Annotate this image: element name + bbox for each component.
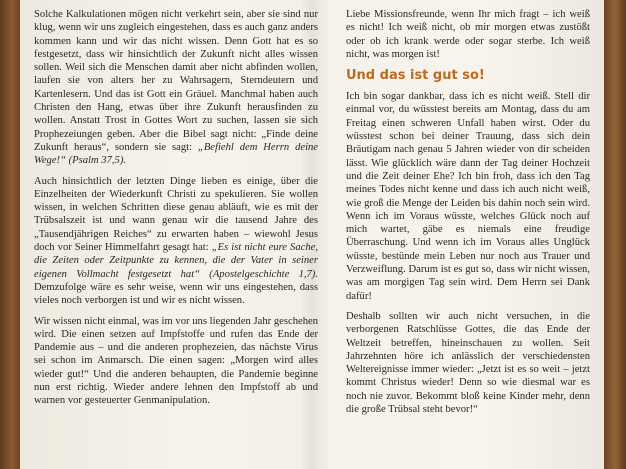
paragraph-dankbar: Ich bin sogar dankbar, dass ich es nicht weiß. Stell dir einmal vor, du wüsstest bereits am Montag, dass du am Freitag einen schweren Unfall haben wirst. Oder du wüsstest schon bei deiner Trauung, dass sich dein Bräutigam nach genau 5 Jahren wieder von dir scheiden lässt. Wie glücklich wäre dann der Tag deiner Hochzeit und die Zeit deiner Ehe? Ich bin froh, dass ich den Tag meines Todes nicht kenne und dass ich auch nicht weiß, wie groß die Menge der Leiden bis dahin noch sein wird. Wenn ich im Voraus wüsste, welches Glück noch auf mich wartet, gäbe es niemals eine freudige Überraschung. Und wenn ich im Voraus alles Unglück wüsste, bestünde mein Leben nur noch aus Trauer und Verzweiflung. Darum ist es gut so, dass wir nicht wissen, was am morgigen Tag sein wird. Dem Herrn sei Dank dafür! (346, 91, 590, 302)
paragraph-letzte-dinge: Auch hinsichtlich der letzten Dinge lieben es einige, über die Einzelheiten der Wiederkunft Christi zu spekulieren. Sie wollen wissen, in welchen Schritten diese genau abläuft, wie es mit der Trübsalszeit ist und wann genau wir die tausend Jahre des „Tausendjährigen Reiches“ zu erwarten haben – wiewohl Jesus doch vor Seiner Himmelfahrt gesagt hat: „Es ist nicht eure Sache, die Zeiten oder Zeitpunkte zu kennen, die der Vater in seiner eigenen Vollmacht festgesetzt hat“ (Apostelgeschichte 1,7). Demzufolge wäre es sehr weise, wenn wir uns eingestehen, dass vieles noch verborgen ist und wir es nicht wissen. (34, 175, 318, 307)
paragraph-missionsfreunde: Liebe Missionsfreunde, wenn Ihr mich fragt – ich weiß es nicht! Ich weiß nicht, ob mir morgen etwas zustößt oder ob ich krank werde oder sogar sterbe. Ich weiß nicht, was morgen ist! (346, 9, 590, 60)
paragraph-kalkulationen: Solche Kalkulationen mögen nicht verkehrt sein, aber sie sind nur klug, wenn wir uns zugleich eingestehen, dass es auch ganz anders kommen kann und wir das nicht wissen. Denn Gott hat es so festgesetzt, dass wir hinsichtlich der Zukunft nicht alles wissen sollen. Weil sich die Menschen damit aber nicht abfinden wollen, laufen sie von alters her zu Wahrsagern, Sterndeutern und Kartenlesern. Und das ist Gott ein Gräuel. Manchmal haben auch Christen den Hang, etwas über ihre Zukunft herausfinden zu wollen. Anstatt Trost in Gottes Wort zu suchen, lassen sie sich Prophezeiungen geben. Aber die Bibel sagt nicht: „Finde deine Zukunft heraus“, sondern sie sagt: „Befiehl dem Herrn deine Wege!“ (Psalm 37,5). (34, 9, 319, 167)
section-heading: Und das ist gut so! (346, 68, 485, 84)
left-text-column (34, 8, 318, 415)
acts-quote: „Es ist nicht eure Sache, die Zeiten oder Zeitpunkte zu kennen, die der Vater in seiner eigenen Vollmacht festgesetzt hat“ (Apostelgeschichte 1,7). (34, 242, 318, 280)
wooden-table-right (604, 0, 626, 469)
psalm-quote: „Befiehl dem Herrn deine Wege!“ (Psalm 37,5). (34, 141, 319, 167)
wooden-table-left (0, 0, 20, 469)
paragraph-ratschluesse: Deshalb sollten wir auch nicht versuchen, in die verborgenen Ratschlüsse Gottes, die das Ende der Weltzeit betreffen, hineinschauen zu wollen. Seit Jahrzehnten höre ich anlässlich der verschiedensten Weltereignisse immer wieder: „Jetzt ist es so weit – jetzt kommt Christus wieder! Denn so wie diesmal war es noch nie zuvor. Bekommt bloß keine Kinder mehr, denn die große Trübsal steht bevor!“ (346, 310, 590, 416)
printed-page (20, 0, 604, 469)
paragraph-pandemie: Wir wissen nicht einmal, was im vor uns liegenden Jahr geschehen wird. Die einen setzen auf Impfstoffe und rufen das Ende der Pandemie aus – und die anderen prophezeien, das nächste Virus sei schon im Anmarsch. Die einen sagen: „Morgen wird alles wieder gut!“ Und die anderen behaupten, die Pandemie beginne nun erst richtig. Wieder andere lehnen den Impfstoff ab und warnen vor gesteuerter Genmanipulation. (34, 315, 318, 407)
right-text-column (346, 8, 590, 423)
